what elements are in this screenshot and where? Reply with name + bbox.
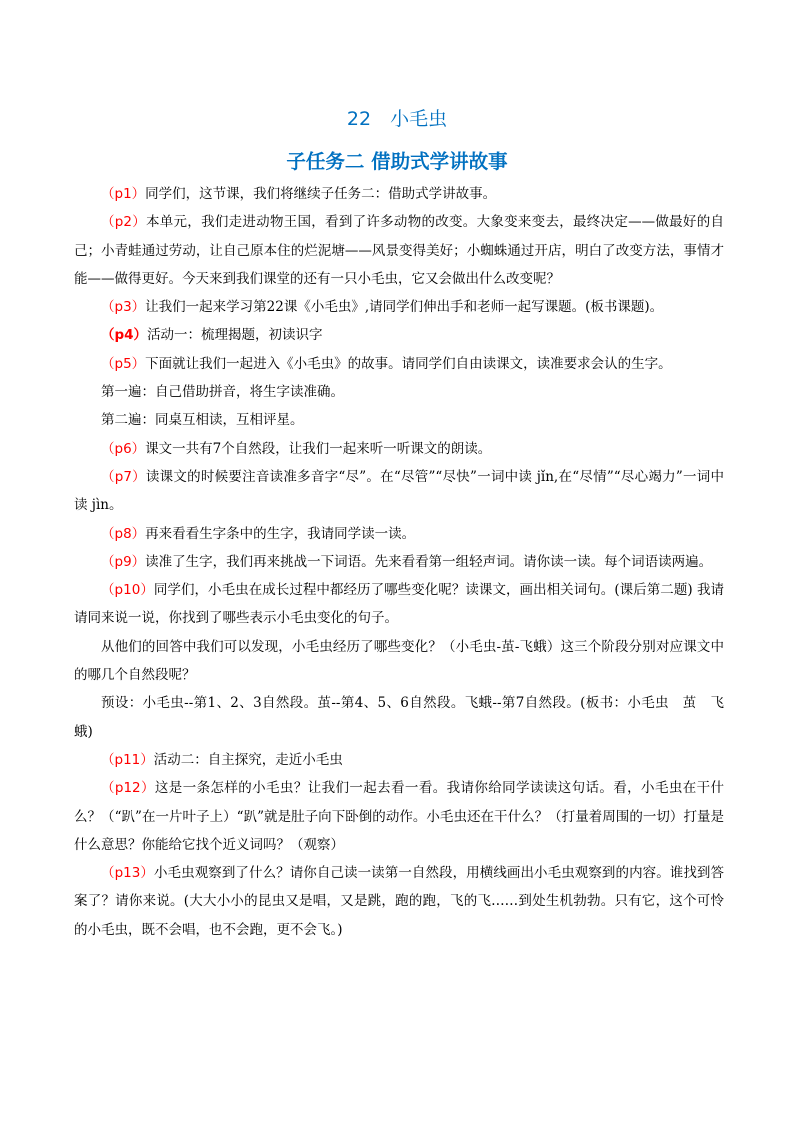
paragraph-p9 [74, 548, 724, 576]
paragraph-text: 同学们，小毛虫在成长过程中都经历了哪些变化呢？读课文，画出相关词句。(课后第二题) 我请请同来说一说，你找到了哪些表示小毛虫变化的句子。 [74, 582, 725, 627]
paragraph-p10 [74, 576, 724, 633]
paragraph-text: 这是一条怎样的小毛虫？让我们一起去看一看。我请你给同学读读这句话。看，小毛虫在干什么？（“趴”在一片叶子上）“趴”就是肚子向下卧倒的动作。小毛虫还在干什么？（打量着周围的一切）打量是什么意思？你能给它找个近义词吗？（观察） [74, 780, 725, 853]
paragraph-tag: （p1） [101, 186, 146, 202]
paragraph-text: 读课文的时候要注音读准多音字“尽”。在“尽管”“尽快”一词中读 jǐn,在“尽情”“尽心竭力”一词中读 jìn。 [74, 468, 724, 514]
paragraph-tag: （p3） [101, 299, 146, 316]
paragraph-second-reading [74, 406, 724, 434]
paragraph-p2 [74, 208, 724, 293]
paragraph-p11 [74, 746, 724, 774]
paragraph-p7 [74, 463, 724, 520]
lesson-title: 22 小毛虫 [346, 108, 448, 130]
paragraph-tag: （p4） [101, 327, 148, 344]
paragraph-tag: （p9） [101, 553, 146, 570]
paragraph-text: 活动一：梳理揭题，初读识字 [147, 327, 323, 344]
paragraph-tag: （p5） [101, 355, 146, 372]
document-body [74, 180, 724, 944]
paragraph-text: 下面就让我们一起进入《小毛虫》的故事。请同学们自由读课文，读准要求会认的生字。 [145, 355, 672, 372]
subtask-title: 子任务二 借助式学讲故事 [286, 150, 508, 173]
paragraph-text: 小毛虫观察到了什么？请你自己读一读第一自然段，用横线画出小毛虫观察到的内容。谁找到答案了？请你来说。(大大小小的昆虫又是唱，又是跳，跑的跑，飞的飞……到处生机勃勃。只有它，这个可怜的小毛虫，既不会唱，也不会跑，更不会飞。) [74, 865, 725, 938]
paragraph-tag: （p10） [101, 582, 154, 599]
paragraph-tag: （p11） [101, 751, 154, 768]
paragraph-text: 第一遍：自己借助拼音，将生字读准确。 [101, 384, 344, 401]
paragraph-p1 [74, 180, 724, 208]
paragraph-text: 预设：小毛虫--第1、2、3自然段。茧--第4、5、6自然段。飞蛾--第7自然段。(板书：小毛虫 茧 飞蛾) [74, 695, 724, 740]
paragraph-text: 活动二：自主探究，走近小毛虫 [153, 751, 343, 768]
paragraph-p12 [74, 774, 724, 859]
paragraph-p6 [74, 435, 724, 463]
paragraph-text: 同学们，这节课，我们将继续子任务二：借助式学讲故事。 [145, 186, 497, 202]
paragraph-discovery [74, 633, 724, 690]
paragraph-p3 [74, 293, 724, 321]
paragraph-p13 [74, 859, 724, 944]
paragraph-text: 让我们一起来学习第22课《小毛虫》,请同学们伸出手和老师一起写课题。(板书课题)。 [145, 299, 664, 316]
paragraph-p5 [74, 350, 724, 378]
paragraph-tag: （p8） [101, 525, 146, 542]
paragraph-preset [74, 689, 724, 746]
paragraph-text: 第二遍：同桌互相读，互相评星。 [101, 412, 304, 429]
paragraph-tag: （p7） [101, 468, 146, 485]
paragraph-text: 再来看看生字条中的生字，我请同学读一读。 [145, 525, 416, 542]
paragraph-tag: （p13） [101, 865, 154, 882]
paragraph-text: 读准了生字，我们再来挑战一下词语。先来看看第一组轻声词。请你读一读。每个词语读两遍。 [145, 553, 713, 570]
paragraph-first-reading [74, 378, 724, 406]
paragraph-text: 从他们的回答中我们可以发现，小毛虫经历了哪些变化？（小毛虫-茧-飞蛾）这三个阶段分别对应课文中的哪几个自然段呢？ [74, 638, 724, 684]
paragraph-text: 本单元，我们走进动物王国，看到了许多动物的改变。大象变来变去，最终决定——做最好的自己；小青蛙通过劳动，让自己原本住的烂泥塘——风景变得美好；小蜘蛛通过开店，明白了改变方法，事情才能——做得更好。今天来到我们课堂的还有一只小毛虫，它又会做出什么改变呢？ [74, 214, 724, 287]
paragraph-p4 [74, 321, 724, 349]
paragraph-text: 课文一共有7个自然段，让我们一起来听一听课文的朗读。 [145, 440, 492, 457]
paragraph-p8 [74, 520, 724, 548]
paragraph-tag: （p12） [101, 780, 155, 797]
paragraph-tag: （p6） [101, 440, 146, 457]
paragraph-tag: （p2） [101, 214, 146, 231]
